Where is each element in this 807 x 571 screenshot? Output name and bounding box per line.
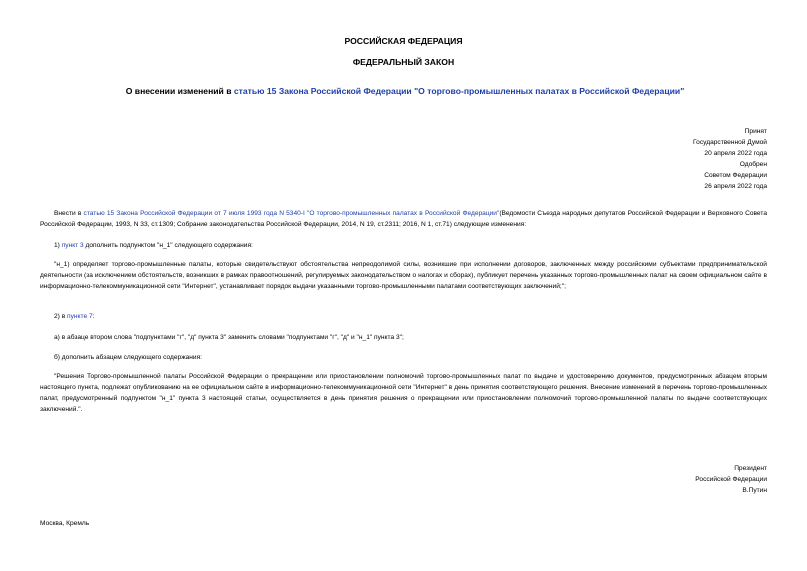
intro-paragraph <box>40 208 767 230</box>
signature-line: Российской Федерации <box>695 476 767 483</box>
adoption-block <box>693 126 767 192</box>
country-heading: РОССИЙСКАЯ ФЕДЕРАЦИЯ <box>344 36 463 46</box>
item-2-prefix: 2) в <box>54 313 68 320</box>
doc-type-heading: ФЕДЕРАЛЬНЫЙ ЗАКОН <box>352 57 455 67</box>
adoption-line: Государственной Думой <box>693 139 767 146</box>
adoption-line: Советом Федерации <box>704 172 767 179</box>
quote-1: "н_1) определяет торгово-промышленные палаты, которые свидетельствуют обстоятельства непреодолимой силы, возникшие при исполнении договоров, заключенных между российскими субъектами предпринимательской деятельности (за исключением обстоятельств, возникших в рамках правоотношений, регулируемых законодательством о налогах и сборах), публикует перечень указанных торгово-промышленных палат на своем официальном сайте в информационно-телекоммуникационной сети "Интернет", устанавливает порядок выдачи указанными торгово-промышленными палатами соответствующих заключений;"; <box>40 261 767 290</box>
signature-block <box>695 463 767 496</box>
item-2b: б) дополнить абзацем следующего содержания: <box>54 354 203 361</box>
adoption-line: Одобрен <box>739 161 767 168</box>
adoption-line: 20 апреля 2022 года <box>704 150 767 157</box>
item-2-suffix: : <box>92 313 95 320</box>
adoption-line: 26 апреля 2022 года <box>704 183 767 190</box>
item-2-link[interactable]: пункте 7 <box>67 313 93 320</box>
intro-prefix: Внести в <box>54 210 84 217</box>
law-title-link[interactable]: статью 15 Закона Российской Федерации "О торгово-промышленных палатах в Российской Федерации" <box>233 86 685 96</box>
quote-2: "Решения Торгово-промышленной палаты Российской Федерации о прекращении или приостановлении полномочий торгово-промышленных палат по выдаче и удостоверению документов, предусмотренных абзацем вторым настоящего пункта, подлежат опубликованию на ее официальном сайте в информационно-телекоммуникационной сети "Интернет" в день принятия соответствующего решения. Внесение изменений в перечень торгово-промышленных палат, предусмотренный подпунктом "н_1" пункта 3 настоящей статьи, осуществляется в день принятия решения о прекращении или приостановлении полномочий торгово-промышленной палаты по выдаче соответствующих заключений.". <box>40 373 767 413</box>
place-of-signing: Москва, Кремль <box>40 520 90 527</box>
item-2a: а) в абзаце втором слова "подпунктами "г", "д" пункта 3" заменить словами "подпунктами "г", "д" и "н_1" пункта 3"; <box>54 334 404 341</box>
signature-line: В.Путин <box>742 487 767 494</box>
intro-suffix: (Ведомости Съезда народных депутатов Российской Федерации и Верховного Совета Российской Федерации, 1993, N 33, ст.1309; Собрание законодательства Российской Федерации, 2014, N 19, ст.2311; 2016, N 1, ст.71) следующие изменения: <box>40 210 767 228</box>
item-2 <box>40 311 767 322</box>
item-1-link[interactable]: пункт 3 <box>61 242 84 249</box>
item-1 <box>40 240 767 251</box>
item-1-prefix: 1) <box>54 242 62 249</box>
intro-law-link[interactable]: статью 15 Закона Российской Федерации от 7 июля 1993 года N 5340-I "О торгово-промышленных палатах в Российской Федерации" <box>83 210 500 217</box>
signature-line: Президент <box>734 465 767 472</box>
adoption-line: Принят <box>744 128 767 135</box>
law-title <box>40 86 770 96</box>
item-1-suffix: дополнить подпунктом "н_1" следующего содержания: <box>83 242 253 249</box>
law-title-prefix: О внесении изменений в <box>125 86 234 96</box>
